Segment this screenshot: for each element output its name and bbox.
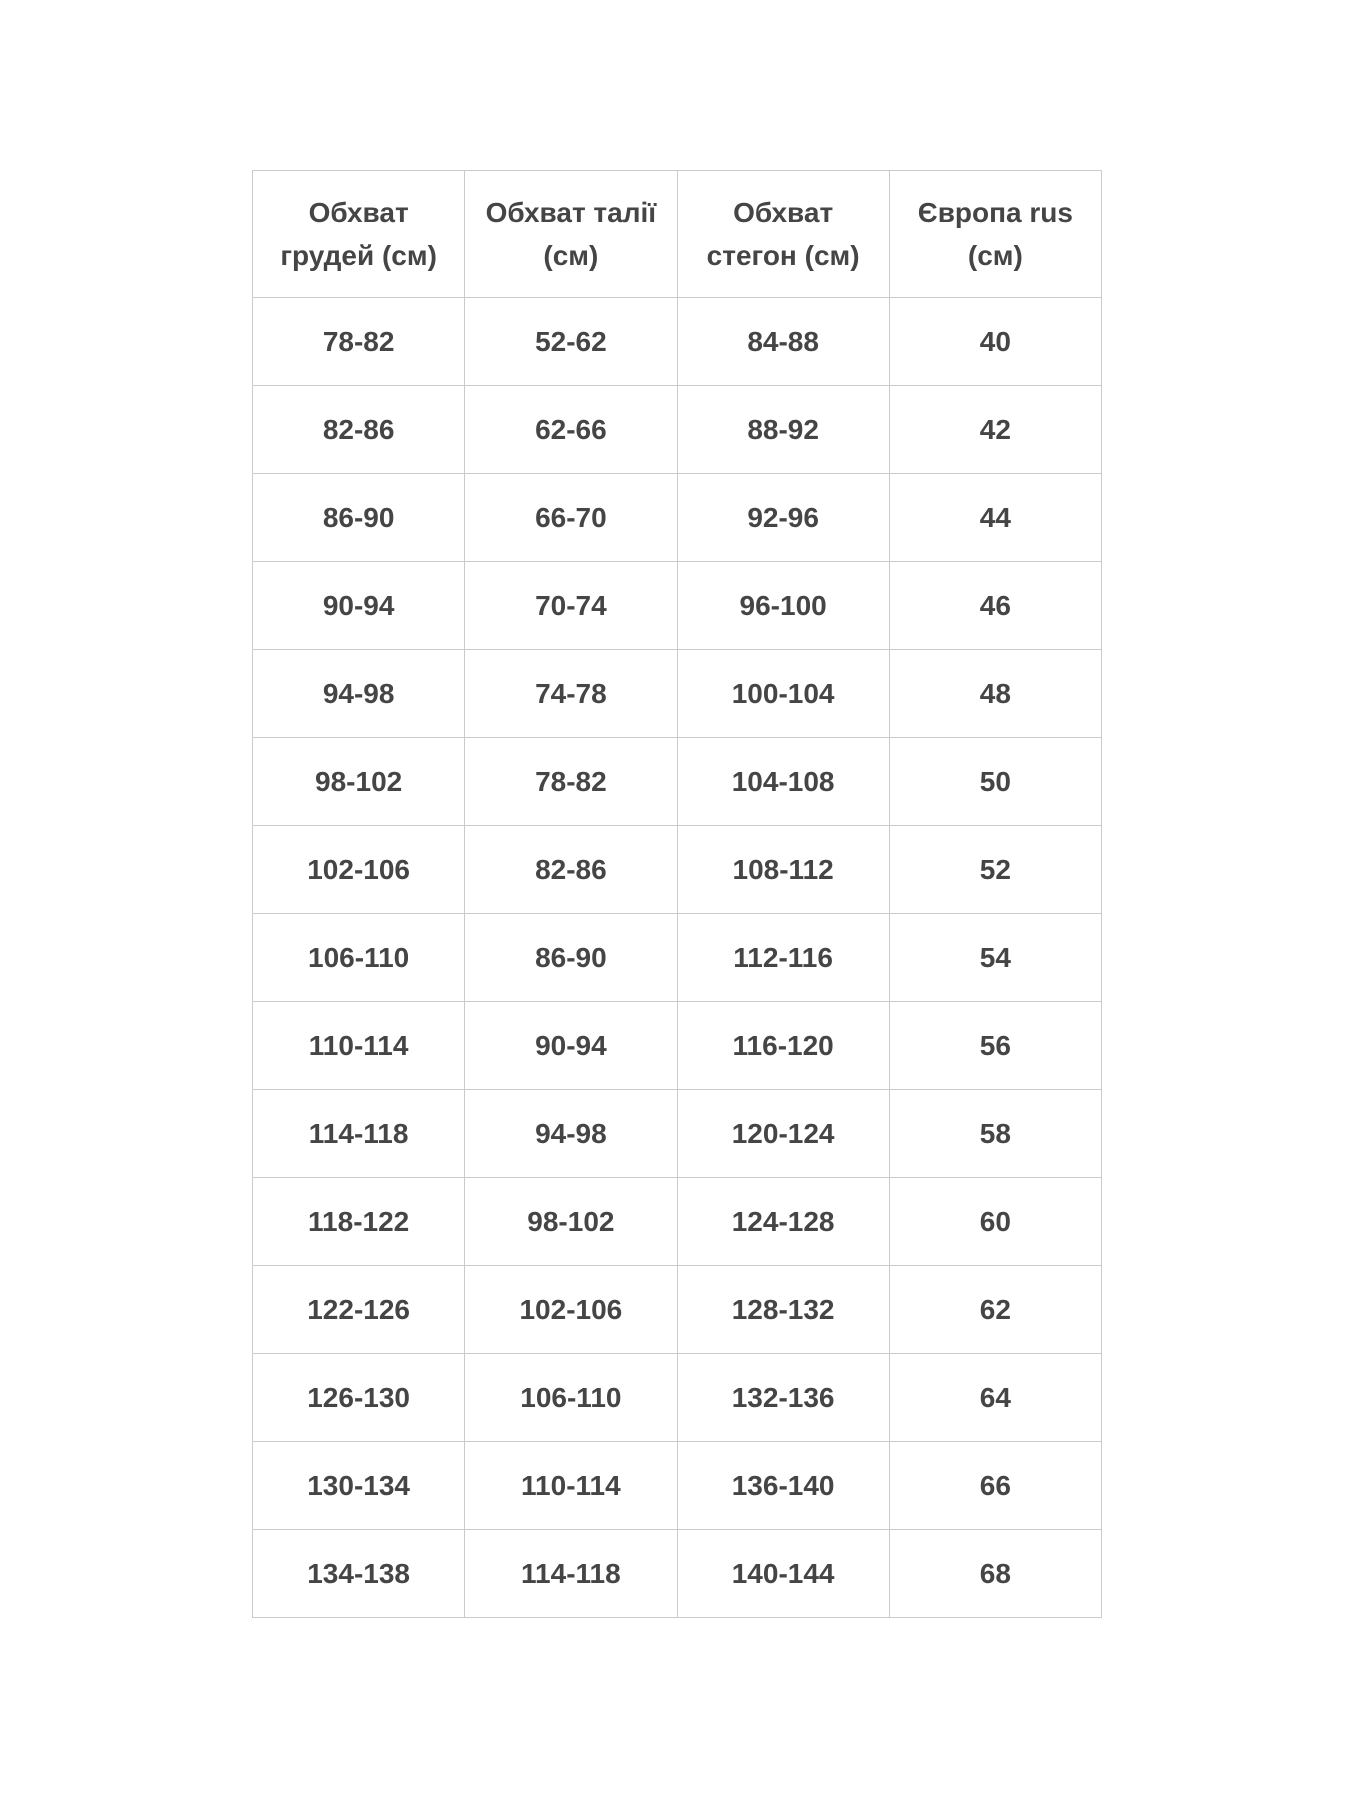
table-cell: 124-128 — [677, 1178, 889, 1266]
table-cell: 58 — [889, 1090, 1101, 1178]
size-chart-table — [252, 170, 1102, 1618]
table-cell: 56 — [889, 1002, 1101, 1090]
table-cell: 66-70 — [465, 474, 677, 562]
table-cell: 126-130 — [253, 1354, 465, 1442]
table-cell: 98-102 — [465, 1178, 677, 1266]
table-cell: 86-90 — [465, 914, 677, 1002]
table-cell: 102-106 — [465, 1266, 677, 1354]
table-row — [253, 562, 1102, 650]
table-cell: 52 — [889, 826, 1101, 914]
table-cell: 100-104 — [677, 650, 889, 738]
table-cell: 120-124 — [677, 1090, 889, 1178]
table-cell: 110-114 — [465, 1442, 677, 1530]
table-cell: 86-90 — [253, 474, 465, 562]
table-cell: 50 — [889, 738, 1101, 826]
table-cell: 94-98 — [253, 650, 465, 738]
table-cell: 118-122 — [253, 1178, 465, 1266]
table-cell: 66 — [889, 1442, 1101, 1530]
table-cell: 130-134 — [253, 1442, 465, 1530]
table-cell: 122-126 — [253, 1266, 465, 1354]
header-cell-chest: Обхват грудей (см) — [253, 171, 465, 298]
table-row — [253, 1442, 1102, 1530]
table-cell: 78-82 — [253, 298, 465, 386]
table-cell: 92-96 — [677, 474, 889, 562]
table-row — [253, 386, 1102, 474]
table-cell: 98-102 — [253, 738, 465, 826]
table-cell: 112-116 — [677, 914, 889, 1002]
table-row — [253, 738, 1102, 826]
table-cell: 114-118 — [465, 1530, 677, 1618]
table-cell: 106-110 — [465, 1354, 677, 1442]
table-cell: 102-106 — [253, 826, 465, 914]
table-cell: 90-94 — [253, 562, 465, 650]
table-cell: 106-110 — [253, 914, 465, 1002]
table-row — [253, 1090, 1102, 1178]
table-cell: 68 — [889, 1530, 1101, 1618]
table-cell: 60 — [889, 1178, 1101, 1266]
table-cell: 46 — [889, 562, 1101, 650]
table-cell: 104-108 — [677, 738, 889, 826]
table-cell: 88-92 — [677, 386, 889, 474]
header-cell-europe: Європа rus (см) — [889, 171, 1101, 298]
table-row — [253, 914, 1102, 1002]
size-table-body — [253, 298, 1102, 1618]
table-cell: 44 — [889, 474, 1101, 562]
table-cell: 136-140 — [677, 1442, 889, 1530]
table-cell: 48 — [889, 650, 1101, 738]
table-cell: 62-66 — [465, 386, 677, 474]
table-row — [253, 1530, 1102, 1618]
table-row — [253, 474, 1102, 562]
table-row — [253, 650, 1102, 738]
table-cell: 62 — [889, 1266, 1101, 1354]
table-cell: 114-118 — [253, 1090, 465, 1178]
table-cell: 64 — [889, 1354, 1101, 1442]
header-cell-hips: Обхват стегон (см) — [677, 171, 889, 298]
table-row — [253, 826, 1102, 914]
table-cell: 116-120 — [677, 1002, 889, 1090]
table-cell: 82-86 — [253, 386, 465, 474]
table-cell: 74-78 — [465, 650, 677, 738]
table-cell: 134-138 — [253, 1530, 465, 1618]
table-row — [253, 1002, 1102, 1090]
table-cell: 42 — [889, 386, 1101, 474]
table-cell: 132-136 — [677, 1354, 889, 1442]
table-cell: 94-98 — [465, 1090, 677, 1178]
table-cell: 82-86 — [465, 826, 677, 914]
table-cell: 84-88 — [677, 298, 889, 386]
table-row — [253, 298, 1102, 386]
table-cell: 96-100 — [677, 562, 889, 650]
table-cell: 40 — [889, 298, 1101, 386]
size-table-head — [253, 171, 1102, 298]
table-cell: 128-132 — [677, 1266, 889, 1354]
table-cell: 70-74 — [465, 562, 677, 650]
table-cell: 110-114 — [253, 1002, 465, 1090]
table-cell: 54 — [889, 914, 1101, 1002]
table-cell: 52-62 — [465, 298, 677, 386]
header-cell-waist: Обхват талії (см) — [465, 171, 677, 298]
table-row — [253, 1266, 1102, 1354]
table-cell: 108-112 — [677, 826, 889, 914]
table-cell: 140-144 — [677, 1530, 889, 1618]
table-row — [253, 1354, 1102, 1442]
table-cell: 78-82 — [465, 738, 677, 826]
table-row — [253, 1178, 1102, 1266]
header-row — [253, 171, 1102, 298]
table-cell: 90-94 — [465, 1002, 677, 1090]
